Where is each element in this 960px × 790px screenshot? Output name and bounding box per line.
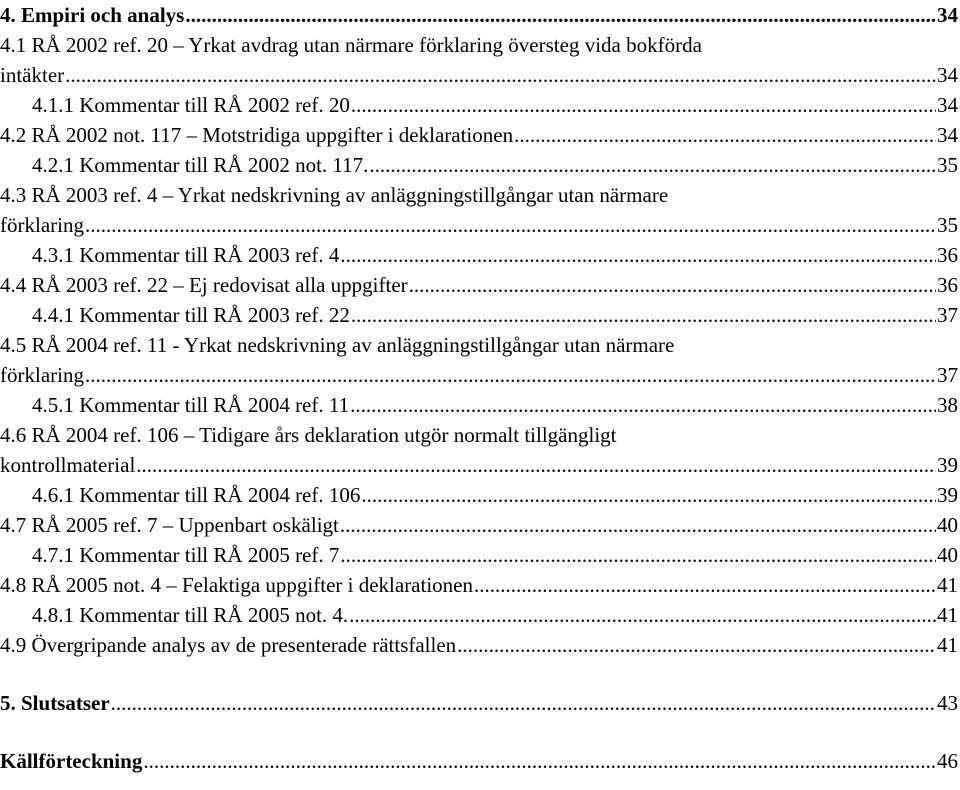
toc-leader-dots — [409, 270, 936, 300]
toc-entry-title[interactable]: 4.5 RÅ 2004 ref. 11 - Yrkat nedskrivning av anläggningstillgångar utan närmare — [0, 333, 675, 357]
toc-entry-title: 4.3.1 Kommentar till RÅ 2003 ref. 4 — [32, 243, 340, 267]
toc-entry-title-continuation: förklaring — [0, 213, 84, 237]
toc-leader-dots — [111, 688, 936, 718]
toc-leader-dots — [369, 150, 936, 180]
toc-page-number: 41 — [937, 633, 958, 657]
toc-entry[interactable] — [0, 210, 958, 240]
toc-entry-title[interactable]: 4.1 RÅ 2002 ref. 20 – Yrkat avdrag utan närmare förklaring översteg vida bokförda — [0, 33, 702, 57]
toc-entry-title: 4.4 RÅ 2003 ref. 22 – Ej redovisat alla uppgifter — [0, 273, 408, 297]
toc-entry-title-continuation: förklaring — [0, 363, 84, 387]
toc-entry[interactable] — [0, 360, 958, 390]
toc-entry-title: 5. Slutsatser — [0, 691, 110, 715]
toc-page-number: 46 — [937, 749, 958, 773]
toc-entry[interactable] — [0, 510, 958, 540]
toc-entry-title: 4.2 RÅ 2002 not. 117 – Motstridiga uppgifter i deklarationen — [0, 123, 514, 147]
toc-page-number: 34 — [937, 123, 958, 147]
toc-page-number: 34 — [937, 63, 958, 87]
toc-entry-title: 4.5.1 Kommentar till RÅ 2004 ref. 11 — [32, 393, 350, 417]
toc-page-number: 37 — [937, 303, 958, 327]
toc-page-number: 36 — [937, 273, 958, 297]
toc-entry-title: 4. Empiri och analys — [0, 3, 185, 27]
toc-entry-title: 4.1.1 Kommentar till RÅ 2002 ref. 20 — [32, 93, 350, 117]
toc-entry-title[interactable]: 4.6 RÅ 2004 ref. 106 – Tidigare års deklaration utgör normalt tillgängligt — [0, 423, 617, 447]
toc-leader-dots — [361, 480, 936, 510]
toc-entry[interactable] — [0, 570, 958, 600]
toc-entry-title: 4.9 Övergripande analys av de presenterade rättsfallen — [0, 633, 457, 657]
toc-entry[interactable] — [0, 0, 958, 30]
toc-leader-dots — [351, 90, 936, 120]
toc-entry-title: 4.8 RÅ 2005 not. 4 – Felaktiga uppgifter i deklarationen — [0, 573, 473, 597]
toc-leader-dots — [351, 300, 936, 330]
toc-entry[interactable] — [0, 270, 958, 300]
toc-leader-dots — [474, 570, 936, 600]
toc-page-number: 35 — [937, 213, 958, 237]
toc-page-number: 39 — [937, 483, 958, 507]
toc-leader-dots — [340, 540, 936, 570]
toc-page-number: 41 — [937, 603, 958, 627]
toc-leader-dots — [340, 510, 936, 540]
toc-page-number: 38 — [937, 393, 958, 417]
toc-entry-title: 4.4.1 Kommentar till RÅ 2003 ref. 22 — [32, 303, 350, 327]
toc-entry[interactable] — [0, 120, 958, 150]
toc-entry[interactable] — [32, 240, 958, 270]
toc-page-number: 40 — [937, 543, 958, 567]
toc-entry-title: 4.7 RÅ 2005 ref. 7 – Uppenbart oskäligt — [0, 513, 339, 537]
toc-entry[interactable] — [32, 150, 958, 180]
toc-page-number: 34 — [937, 93, 958, 117]
toc-page-number: 39 — [937, 453, 958, 477]
toc-entry-title-continuation: intäkter — [0, 63, 65, 87]
toc-page-number: 40 — [937, 513, 958, 537]
toc-entry[interactable] — [0, 746, 958, 776]
toc-page-number: 36 — [937, 243, 958, 267]
toc-entry[interactable] — [0, 450, 958, 480]
toc-leader-dots — [340, 240, 936, 270]
toc-page-number: 35 — [937, 153, 958, 177]
toc-leader-dots — [514, 120, 936, 150]
toc-page-number: 41 — [937, 573, 958, 597]
toc-entry-title: 4.8.1 Kommentar till RÅ 2005 not. 4. — [32, 603, 349, 627]
toc-leader-dots — [350, 390, 936, 420]
toc-entry[interactable] — [32, 390, 958, 420]
toc-leader-dots — [349, 600, 936, 630]
toc-entry[interactable] — [32, 540, 958, 570]
toc-entry[interactable] — [0, 60, 958, 90]
toc-entry-title: 4.6.1 Kommentar till RÅ 2004 ref. 106 — [32, 483, 361, 507]
toc-page-number: 43 — [937, 691, 958, 715]
toc-entry-title: 4.7.1 Kommentar till RÅ 2005 ref. 7 — [32, 543, 340, 567]
toc-page-number: 34 — [937, 3, 958, 27]
toc-leader-dots — [185, 0, 936, 30]
toc-entry[interactable] — [0, 688, 958, 718]
toc-entry-title: Källförteckning — [0, 749, 143, 773]
toc-entry-title[interactable]: 4.3 RÅ 2003 ref. 4 – Yrkat nedskrivning av anläggningstillgångar utan närmare — [0, 183, 669, 207]
toc-page-number: 37 — [937, 363, 958, 387]
toc-entry[interactable] — [32, 90, 958, 120]
toc-leader-dots — [85, 210, 936, 240]
toc-leader-dots — [136, 450, 936, 480]
toc-leader-dots — [457, 630, 936, 660]
toc-entry[interactable] — [32, 300, 958, 330]
toc-entry[interactable] — [32, 480, 958, 510]
toc-entry[interactable] — [0, 630, 958, 660]
toc-leader-dots — [85, 360, 936, 390]
toc-leader-dots — [143, 746, 936, 776]
toc-entry-title-continuation: kontrollmaterial — [0, 453, 136, 477]
toc-entry[interactable] — [32, 600, 958, 630]
toc-entry-title: 4.2.1 Kommentar till RÅ 2002 not. 117. — [32, 153, 369, 177]
toc-leader-dots — [65, 60, 936, 90]
